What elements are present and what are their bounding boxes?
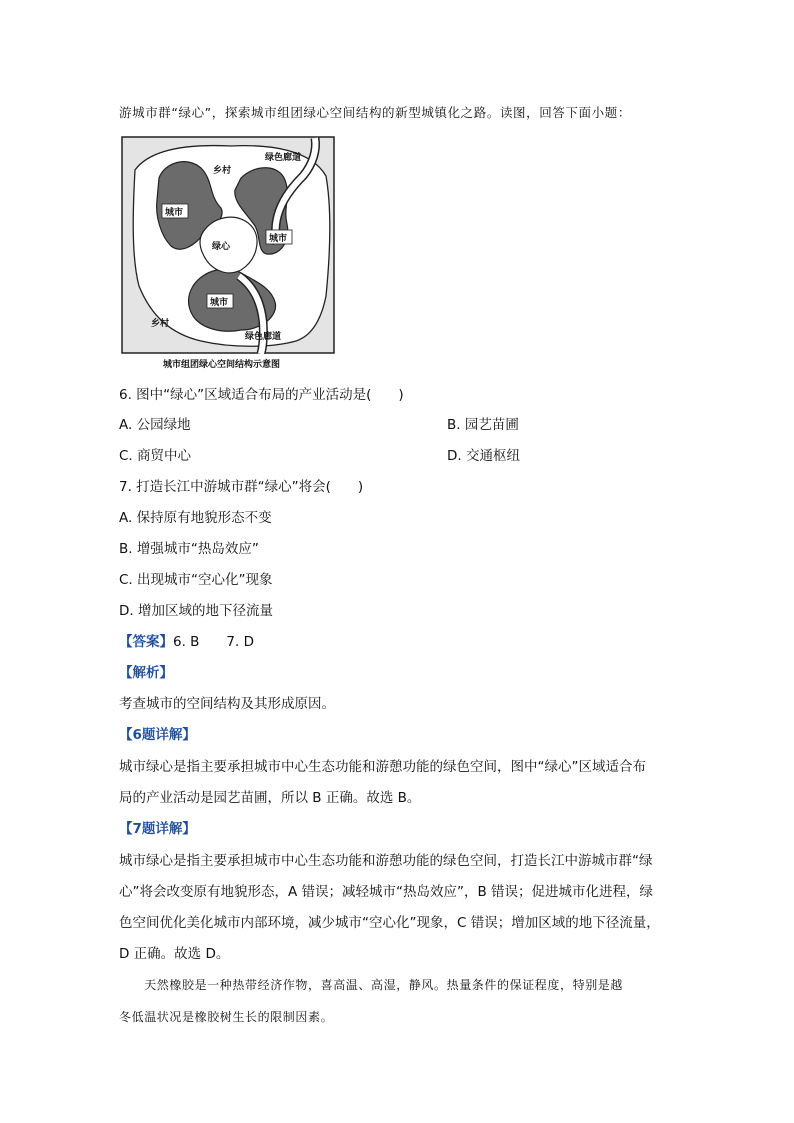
q7-option-d: D. 增加区域的地下径流量 bbox=[119, 603, 273, 619]
q7-option-a: A. 保持原有地貌形态不变 bbox=[119, 510, 272, 526]
detail6-line: 城市绿心是指主要承担城市中心生态功能和游憩功能的绿色空间，图中“绿心”区域适合布 bbox=[119, 759, 646, 775]
rubber-paragraph bbox=[119, 969, 679, 1033]
q7-option-b: B. 增强城市“热岛效应” bbox=[119, 541, 259, 557]
answer-row bbox=[119, 633, 254, 651]
detail7-line: D 正确。故选 D。 bbox=[119, 946, 230, 962]
q6-option-d: D. 交通枢纽 bbox=[447, 448, 520, 464]
figure-caption: 城市组团绿心空间结构示意图 bbox=[163, 360, 281, 370]
q6-option-b: B. 园艺苗圃 bbox=[447, 417, 519, 433]
label-city-left: 城市 bbox=[165, 208, 184, 218]
intro-text: 游城市群“绿心”，探索城市组团绿心空间结构的新型城镇化之路。读图，回答下面小题： bbox=[119, 105, 631, 120]
detail7-line: 心”将会改变原有地貌形态，A 错误；减轻城市“热岛效应”，B 错误；促进城市化进程，绿 bbox=[119, 884, 654, 900]
q6-option-c: C. 商贸中心 bbox=[119, 448, 192, 464]
label-village-bottom: 乡村 bbox=[151, 319, 170, 329]
analysis-text: 考查城市的空间结构及其形成原因。 bbox=[119, 696, 335, 712]
detail7-paragraph bbox=[119, 846, 679, 970]
label-village-top: 乡村 bbox=[213, 166, 232, 176]
label-city-right: 城市 bbox=[269, 234, 288, 244]
label-green-heart: 绿心 bbox=[212, 242, 231, 252]
detail6-paragraph bbox=[119, 752, 679, 814]
q7-stem: 7. 打造长江中游城市群“绿心”将会( ) bbox=[119, 479, 364, 495]
label-corridor-bottom: 绿色廊道 bbox=[245, 332, 282, 342]
rubber-line: 冬低温状况是橡胶树生长的限制因素。 bbox=[119, 1010, 334, 1024]
detail6-tag: 【6题详解】 bbox=[119, 727, 196, 743]
detail7-line: 城市绿心是指主要承担城市中心生态功能和游憩功能的绿色空间，打造长江中游城市群“绿 bbox=[119, 853, 653, 869]
label-corridor-top: 绿色廊道 bbox=[265, 153, 302, 163]
detail6-line: 局的产业活动是园艺苗圃，所以 B 正确。故选 B。 bbox=[119, 790, 421, 806]
q6-option-a: A. 公园绿地 bbox=[119, 417, 191, 433]
green-heart-map bbox=[121, 136, 335, 354]
q7-option-c: C. 出现城市“空心化”现象 bbox=[119, 572, 273, 588]
label-city-bottom: 城市 bbox=[210, 298, 229, 308]
answer-text: 6. B 7. D bbox=[173, 634, 254, 650]
detail7-line: 色空间优化美化城市内部环境，减少城市“空心化”现象，C 错误；增加区域的地下径流量， bbox=[119, 915, 660, 931]
answer-tag: 【答案】 bbox=[119, 634, 173, 650]
q6-stem: 6. 图中“绿心”区域适合布局的产业活动是( ) bbox=[119, 387, 404, 403]
rubber-line: 天然橡胶是一种热带经济作物，喜高温、高湿，静风。热量条件的保证程度，特别是越 bbox=[119, 978, 624, 992]
detail7-tag: 【7题详解】 bbox=[119, 821, 196, 837]
analysis-tag: 【解析】 bbox=[119, 665, 173, 681]
